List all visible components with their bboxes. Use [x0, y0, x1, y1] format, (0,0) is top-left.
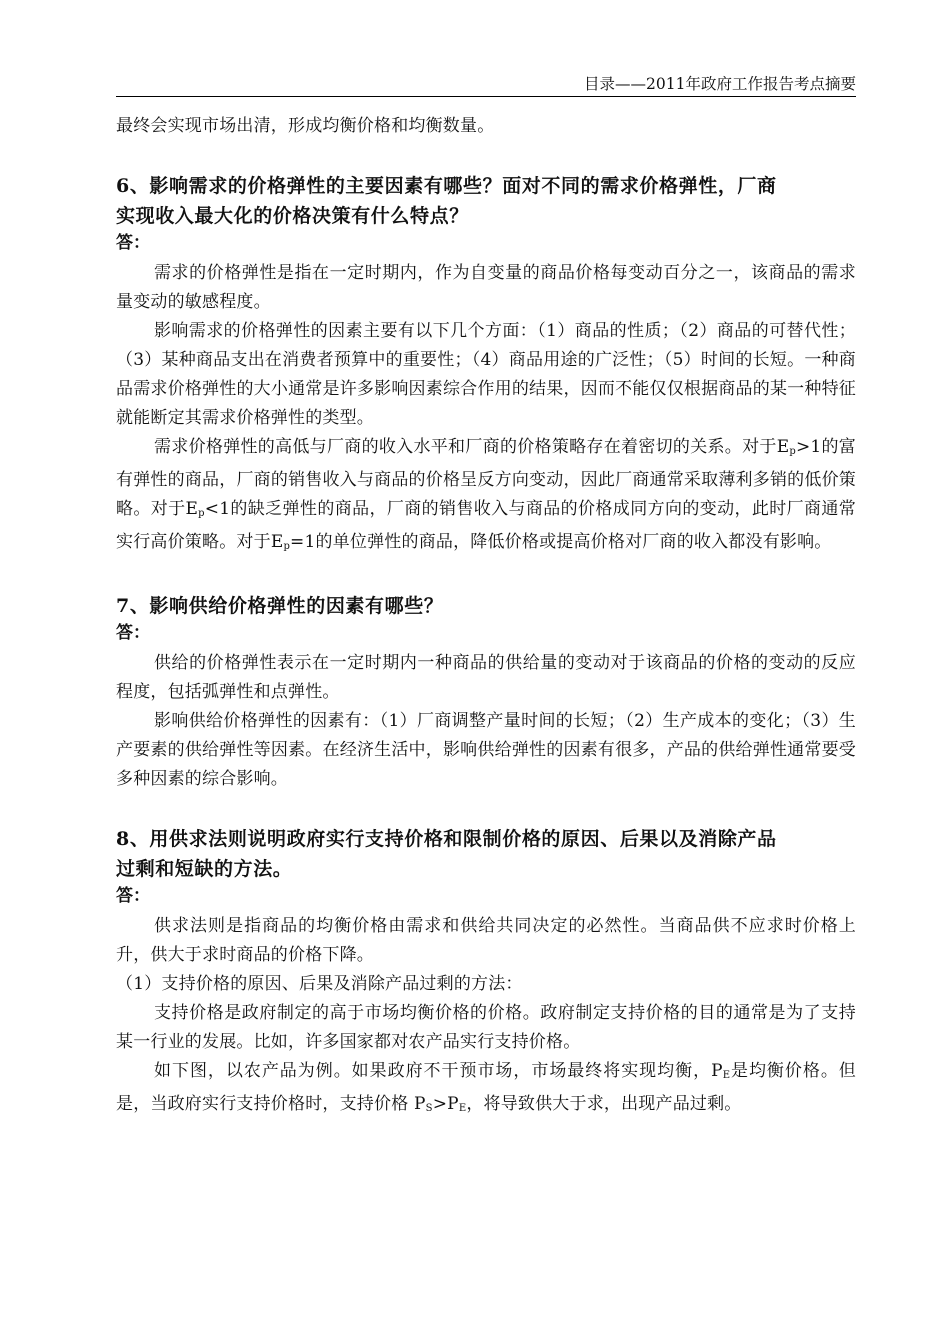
page-header — [116, 74, 856, 97]
question-6-title-line1: 6、影响需求的价格弹性的主要因素有哪些？面对不同的需求价格弹性，厂商 — [116, 175, 777, 197]
q8-paragraph-2: 支持价格是政府制定的高于市场均衡价格的价格。政府制定支持价格的目的通常是为了支持某一行业的发展。比如，许多国家都对农产品实行支持价格。 — [116, 1003, 856, 1052]
question-7-title: 7、影响供给价格弹性的因素有哪些？ — [116, 595, 444, 617]
q6-paragraph-1: 需求的价格弹性是指在一定时期内，作为自变量的商品价格每变动百分之一，该商品的需求量变动的敏感程度。 — [116, 263, 856, 312]
ep-symbol: $E_p$ — [270, 532, 291, 552]
document-body — [116, 112, 856, 1123]
header-title: 目录——2011年政府工作报告考点摘要 — [584, 75, 856, 93]
question-6-section — [116, 171, 856, 561]
question-6-title-line2: 实现收入最大化的价格决策有什么特点？ — [116, 205, 469, 227]
intro-paragraph: 最终会实现市场出清，形成均衡价格和均衡数量。 — [116, 116, 495, 136]
answer-label: 答： — [116, 233, 150, 253]
pe-symbol: $P_E$ — [447, 1094, 467, 1114]
q7-paragraph-1: 供给的价格弹性表示在一定时期内一种商品的供给量的变动对于该商品的价格的变动的反应程度，包括弧弹性和点弹性。 — [116, 653, 856, 702]
answer-label: 答： — [116, 886, 150, 906]
ep-symbol: $E_p$ — [776, 437, 796, 457]
q6-paragraph-2: 影响需求的价格弹性的因素主要有以下几个方面：（1）商品的性质；（2）商品的可替代性；（3）某种商品支出在消费者预算中的重要性；（4）商品用途的广泛性；（5）时间的长短。一种商品需求价格弹性的大小通常是许多影响因素综合作用的结果，因而不能仅仅根据商品的某一种特征就能断定其需求价格弹性的类型。 — [116, 321, 856, 428]
question-8-title-line2: 过剩和短缺的方法。 — [116, 858, 293, 880]
ep-symbol: $E_p$ — [185, 499, 205, 519]
question-8-section — [116, 824, 856, 1123]
pe-symbol: $P_E$ — [711, 1061, 731, 1081]
answer-label: 答： — [116, 623, 150, 643]
q7-paragraph-2: 影响供给价格弹性的因素有：（1）厂商调整产量时间的长短；（2）生产成本的变化；（3）生产要素的供给弹性等因素。在经济生活中，影响供给弹性的因素有很多，产品的供给弹性通常要受多种因素的综合影响。 — [116, 711, 856, 789]
q8-paragraph-3: 如下图，以农产品为例。如果政府不干预市场，市场最终将实现均衡，$P_E$是均衡价格。但是，当政府实行支持价格时，支持价格 $P_S>P_E$，将导致供大于求，出现产品过剩。 — [116, 1061, 856, 1114]
q6-paragraph-3: 需求价格弹性的高低与厂商的收入水平和厂商的价格策略存在着密切的关系。对于$E_p>1$的富有弹性的商品，厂商的销售收入与商品的价格呈反方向变动，因此厂商通常采取薄利多销的低价策略。对于$E_p<1$的缺乏弹性的商品，厂商的销售收入与商品的价格成同方向的变动，此时厂商通常实行高价策略。对于$E_p=1$的单位弹性的商品，降低价格或提高价格对厂商的收入都没有影响。 — [116, 437, 856, 552]
ps-symbol: $P_S$ — [414, 1094, 433, 1114]
question-8-title-line1: 8、用供求法则说明政府实行支持价格和限制价格的原因、后果以及消除产品 — [116, 828, 777, 850]
q8-paragraph-1: 供求法则是指商品的均衡价格由需求和供给共同决定的必然性。当商品供不应求时价格上升，供大于求时商品的价格下降。 — [116, 916, 856, 965]
question-7-section — [116, 591, 856, 794]
q8-sub-heading: （1）支持价格的原因、后果及消除产品过剩的方法： — [116, 974, 523, 994]
